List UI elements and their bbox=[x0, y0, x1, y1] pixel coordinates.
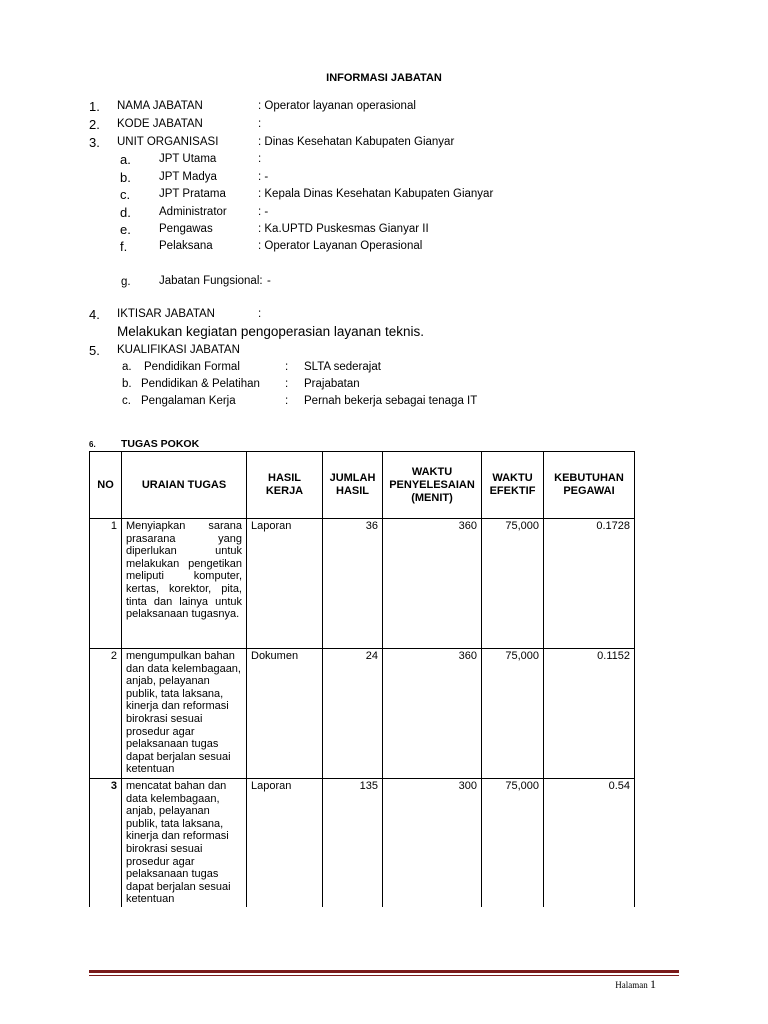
sub-label-jpt-madya: JPT Madya bbox=[159, 171, 217, 183]
sub-label-pengawas: Pengawas bbox=[159, 223, 213, 235]
sub-letter: b. bbox=[120, 170, 131, 185]
cell-waktu: 360 bbox=[383, 519, 482, 649]
sub-value-jabatan-fungsional: - bbox=[267, 275, 271, 287]
iktisar-label: IKTISAR JABATAN bbox=[117, 308, 215, 320]
sub-letter: d. bbox=[120, 205, 131, 220]
kual-value-pengalaman: Pernah bekerja sebagai tenaga IT bbox=[304, 395, 478, 407]
sub-value-jpt-pratama: : Kepala Dinas Kesehatan Kabupaten Gianyar bbox=[258, 188, 494, 200]
sub-label-jpt-utama: JPT Utama bbox=[159, 153, 217, 165]
sub-letter: e. bbox=[120, 222, 131, 237]
item-number: 3. bbox=[89, 135, 100, 150]
sub-label-administrator: Administrator bbox=[159, 206, 227, 218]
kualifikasi-label: KUALIFIKASI JABATAN bbox=[117, 344, 240, 356]
sub-label-jpt-pratama: JPT Pratama bbox=[159, 188, 226, 200]
cell-efektif: 75,000 bbox=[482, 649, 544, 779]
kual-value-pendidikan-formal: SLTA sederajat bbox=[304, 361, 381, 373]
cell-efektif: 75,000 bbox=[482, 519, 544, 649]
cell-hasil: Laporan bbox=[247, 779, 323, 907]
header-uraian-tugas: URAIAN TUGAS bbox=[122, 452, 247, 519]
sub-value-pelaksana: : Operator Layanan Operasional bbox=[258, 240, 423, 252]
item-label-nama-jabatan: NAMA JABATAN bbox=[117, 100, 203, 112]
footer-label: Halaman bbox=[615, 980, 648, 990]
table-row bbox=[90, 779, 635, 907]
kual-letter: a. bbox=[122, 361, 132, 373]
kual-value-diklat: Prajabatan bbox=[304, 378, 360, 390]
cell-no: 1 bbox=[90, 519, 122, 649]
header-jumlah-hasil: JUMLAH HASIL bbox=[323, 452, 383, 519]
cell-waktu: 300 bbox=[383, 779, 482, 907]
sub-value-jpt-utama: : bbox=[258, 153, 262, 165]
sub-letter: a. bbox=[120, 152, 131, 167]
sub-letter: f. bbox=[120, 239, 128, 254]
cell-jumlah: 135 bbox=[323, 779, 383, 907]
document-title: INFORMASI JABATAN bbox=[326, 72, 442, 84]
tugas-label: TUGAS POKOK bbox=[121, 438, 200, 450]
sub-label-pelaksana: Pelaksana bbox=[159, 240, 213, 252]
cell-no: 2 bbox=[90, 649, 122, 779]
cell-kebutuhan: 0.54 bbox=[544, 779, 635, 907]
cell-uraian: Menyiapkan sarana prasarana yang diperlukan untuk melakukan pengetikan meliputi komputer, kertas, korektor, pita, tinta dan lainya untuk pelaksanaan tugasnya. bbox=[122, 519, 247, 649]
header-kebutuhan-pegawai: KEBUTUHAN PEGAWAI bbox=[544, 452, 635, 519]
table-row bbox=[90, 649, 635, 779]
item-value-nama-jabatan: : Operator layanan operasional bbox=[258, 100, 416, 112]
item-label-kode-jabatan: KODE JABATAN bbox=[117, 118, 203, 130]
iktisar-colon: : bbox=[258, 308, 262, 320]
item-number: 1. bbox=[89, 99, 100, 114]
kual-label-diklat: Pendidikan & Pelatihan bbox=[141, 378, 260, 390]
kual-label-pengalaman: Pengalaman Kerja bbox=[141, 395, 236, 407]
sub-letter: g. bbox=[121, 276, 131, 288]
cell-uraian: mencatat bahan dan data kelembagaan, anjab, pelayanan publik, tata laksana, kinerja dan reformasi birokrasi sesuai prosedur agar pelaksanaan tugas dapat berjalan sesuai ketentuan bbox=[122, 779, 247, 907]
header-waktu-penyelesaian: WAKTU PENYELESAIAN (MENIT) bbox=[383, 452, 482, 519]
cell-no: 3 bbox=[90, 779, 122, 907]
kual-letter: b. bbox=[122, 378, 132, 390]
item-value-unit-organisasi: : Dinas Kesehatan Kabupaten Gianyar bbox=[258, 136, 455, 148]
item-number: 5. bbox=[89, 343, 100, 358]
item-number: 4. bbox=[89, 307, 100, 322]
cell-efektif: 75,000 bbox=[482, 779, 544, 907]
sub-letter: c. bbox=[120, 187, 131, 202]
cell-hasil: Laporan bbox=[247, 519, 323, 649]
header-hasil-kerja: HASIL KERJA bbox=[247, 452, 323, 519]
sub-value-administrator: : - bbox=[258, 206, 269, 218]
cell-kebutuhan: 0.1152 bbox=[544, 649, 635, 779]
iktisar-text: Melakukan kegiatan pengoperasian layanan teknis. bbox=[117, 324, 424, 339]
header-waktu-efektif: WAKTU EFEKTIF bbox=[482, 452, 544, 519]
kual-colon: : bbox=[285, 378, 289, 390]
footer-rule-thick bbox=[89, 970, 679, 973]
page-footer bbox=[615, 977, 656, 992]
kual-label-pendidikan-formal: Pendidikan Formal bbox=[144, 361, 240, 373]
cell-kebutuhan: 0.1728 bbox=[544, 519, 635, 649]
kual-colon: : bbox=[285, 395, 289, 407]
header-no: NO bbox=[90, 452, 122, 519]
item-number: 6. bbox=[89, 440, 96, 449]
page-number: 1 bbox=[650, 977, 656, 991]
sub-value-jpt-madya: : - bbox=[258, 171, 269, 183]
kual-letter: c. bbox=[122, 395, 131, 407]
item-value-kode-jabatan: : bbox=[258, 118, 262, 130]
cell-jumlah: 24 bbox=[323, 649, 383, 779]
cell-waktu: 360 bbox=[383, 649, 482, 779]
kual-colon: : bbox=[285, 361, 289, 373]
sub-value-pengawas: : Ka.UPTD Puskesmas Gianyar II bbox=[258, 223, 429, 235]
footer-rule-thin bbox=[89, 975, 679, 976]
item-number: 2. bbox=[89, 117, 100, 132]
item-label-unit-organisasi: UNIT ORGANISASI bbox=[117, 136, 219, 148]
sub-label-jabatan-fungsional: Jabatan Fungsional: bbox=[159, 275, 263, 287]
cell-jumlah: 36 bbox=[323, 519, 383, 649]
table-header-row bbox=[90, 452, 635, 519]
table-row bbox=[90, 519, 635, 649]
cell-uraian: mengumpulkan bahan dan data kelembagaan, anjab, pelayanan publik, tata laksana, kinerja dan reformasi birokrasi sesuai prosedur agar pelaksanaan tugas dapat berjalan sesuai ketentuan bbox=[122, 649, 247, 779]
cell-hasil: Dokumen bbox=[247, 649, 323, 779]
tugas-pokok-table bbox=[89, 451, 635, 907]
